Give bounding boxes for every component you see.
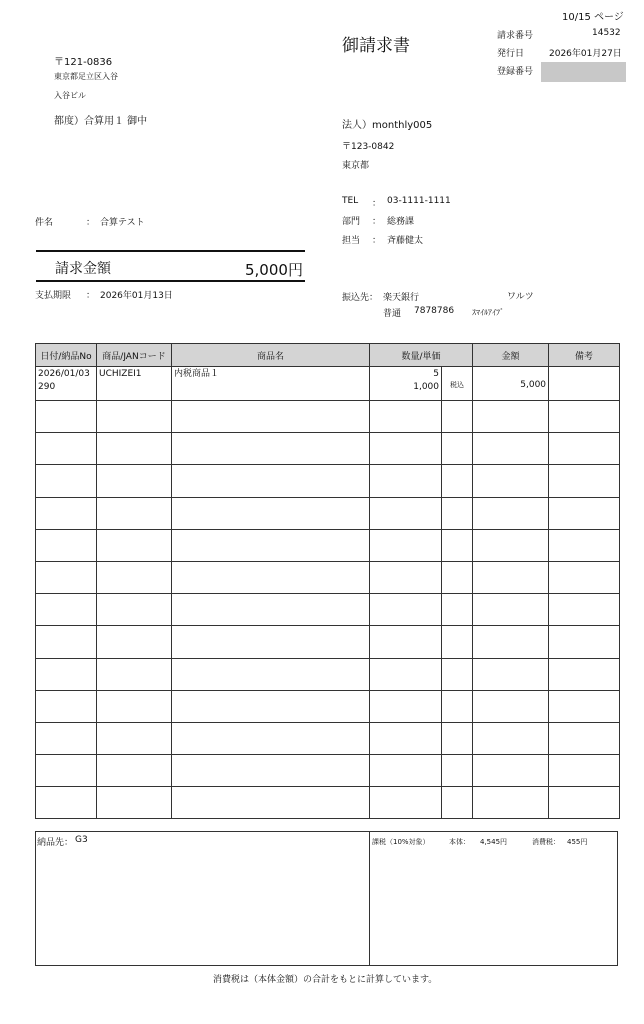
empty-cell [36, 497, 97, 529]
amount-top-rule [36, 250, 305, 252]
table-row [36, 658, 620, 690]
row-delivery-no: 290 [38, 382, 56, 392]
header-amount: 金額 [473, 344, 549, 367]
empty-cell [97, 497, 172, 529]
empty-cell [370, 497, 442, 529]
empty-cell [549, 465, 620, 497]
empty-cell [473, 722, 549, 754]
empty-cell [36, 561, 97, 593]
empty-cell [549, 529, 620, 561]
empty-cell [442, 497, 473, 529]
empty-cell [442, 401, 473, 433]
table-row [36, 787, 620, 819]
empty-cell [442, 529, 473, 561]
staff-value: 斉藤健太 [387, 236, 424, 246]
header-name: 商品名 [172, 344, 370, 367]
empty-cell [549, 401, 620, 433]
bank-label: 振込先： [342, 293, 379, 303]
empty-cell [97, 787, 172, 819]
table-row [36, 626, 620, 658]
base-amount-value: 4,545円 [480, 838, 508, 846]
recipient-postal: 〒121-0836 [54, 57, 113, 68]
empty-cell [172, 626, 370, 658]
empty-cell [473, 755, 549, 787]
empty-cell [442, 722, 473, 754]
tel-sep: ： [372, 199, 382, 209]
empty-cell [370, 658, 442, 690]
empty-cell [370, 561, 442, 593]
bank-name: 楽天銀行 [383, 293, 420, 303]
row-qty-cell [370, 367, 442, 401]
footer-box [35, 831, 618, 966]
empty-cell [36, 529, 97, 561]
row-tax-type: 税込 [450, 381, 464, 389]
empty-cell [172, 690, 370, 722]
empty-cell [97, 594, 172, 626]
empty-cell [36, 690, 97, 722]
empty-cell [36, 658, 97, 690]
empty-cell [370, 529, 442, 561]
empty-cell [549, 787, 620, 819]
empty-cell [172, 561, 370, 593]
empty-cell [442, 787, 473, 819]
empty-cell [549, 433, 620, 465]
empty-cell [442, 690, 473, 722]
row-name-cell [172, 367, 370, 401]
subject-label: 件名 [35, 218, 54, 228]
table-row [36, 594, 620, 626]
recipient-name: 都度）合算用１ 御中 [54, 116, 148, 127]
issue-date: 2026年01月27日 [549, 49, 622, 59]
dept-value: 総務課 [387, 217, 415, 227]
empty-cell [473, 594, 549, 626]
row-amount: 5,000 [520, 380, 547, 390]
empty-cell [172, 433, 370, 465]
empty-cell [370, 401, 442, 433]
base-amount-label: 本体： [449, 838, 470, 846]
header-date: 日付/納品No [36, 344, 97, 367]
row-date: 2026/01/03 [38, 369, 90, 379]
empty-cell [442, 433, 473, 465]
row-unit-price: 1,000 [413, 382, 439, 392]
empty-cell [172, 755, 370, 787]
issuer-postal: 〒123-0842 [342, 142, 395, 152]
registration-number-label: 登録番号 [497, 67, 534, 77]
empty-cell [36, 755, 97, 787]
empty-cell [473, 401, 549, 433]
empty-cell [172, 529, 370, 561]
empty-cell [97, 626, 172, 658]
row-name: 内税商品１ [174, 369, 220, 379]
invoice-number-label: 請求番号 [497, 31, 534, 41]
table-row [36, 755, 620, 787]
footer-divider [369, 832, 370, 965]
account-type: 普通 [383, 309, 402, 319]
table-row [36, 529, 620, 561]
table-row [36, 433, 620, 465]
empty-cell [442, 626, 473, 658]
empty-cell [172, 658, 370, 690]
registration-number-redacted [541, 62, 626, 82]
page-indicator: 10/15 ページ [562, 12, 624, 23]
empty-cell [97, 722, 172, 754]
empty-cell [97, 561, 172, 593]
empty-cell [172, 401, 370, 433]
table-header-row [36, 344, 620, 367]
table-row [36, 465, 620, 497]
amount-bottom-rule [36, 280, 305, 282]
row-code-cell [97, 367, 172, 401]
bank-branch: ワルツ [507, 292, 534, 302]
empty-cell [442, 658, 473, 690]
account-number: 7878786 [414, 306, 455, 316]
tel-label: TEL [342, 196, 359, 206]
empty-cell [97, 401, 172, 433]
empty-cell [473, 658, 549, 690]
empty-cell [473, 465, 549, 497]
recipient-address2: 入谷ビル [54, 91, 86, 100]
empty-cell [97, 690, 172, 722]
table-row [36, 401, 620, 433]
row-amount-cell [473, 367, 549, 401]
empty-cell [549, 626, 620, 658]
subject-value: 合算テスト [100, 218, 145, 228]
empty-cell [549, 594, 620, 626]
staff-label: 担当 [342, 236, 361, 246]
empty-cell [442, 561, 473, 593]
empty-cell [370, 626, 442, 658]
delivery-destination-value: G3 [75, 835, 88, 845]
empty-cell [473, 433, 549, 465]
empty-cell [36, 626, 97, 658]
empty-cell [172, 465, 370, 497]
empty-cell [36, 433, 97, 465]
empty-cell [172, 722, 370, 754]
row-note-cell [549, 367, 620, 401]
empty-cell [370, 755, 442, 787]
dept-sep: ： [372, 217, 382, 227]
due-label: 支払期限 [35, 291, 72, 301]
delivery-destination-label: 納品先： [37, 838, 74, 848]
header-note: 備考 [549, 344, 620, 367]
empty-cell [97, 658, 172, 690]
empty-cell [370, 465, 442, 497]
table-row [36, 722, 620, 754]
empty-cell [36, 594, 97, 626]
empty-cell [370, 690, 442, 722]
empty-cell [36, 401, 97, 433]
dept-label: 部門 [342, 217, 361, 227]
empty-cell [36, 722, 97, 754]
due-sep: ： [86, 291, 96, 301]
issue-date-label: 発行日 [497, 49, 525, 59]
empty-cell [36, 787, 97, 819]
table-row [36, 690, 620, 722]
tax-amount-label: 消費税： [532, 838, 560, 846]
empty-cell [473, 561, 549, 593]
empty-cell [370, 594, 442, 626]
empty-cell [97, 433, 172, 465]
empty-cell [549, 690, 620, 722]
due-date: 2026年01月13日 [100, 291, 173, 301]
subject-sep: ： [86, 218, 96, 228]
account-holder: ｽﾏｲﾙｱｲﾌﾞ [472, 308, 504, 317]
amount-label: 請求金額 [55, 261, 111, 277]
empty-cell [97, 755, 172, 787]
empty-cell [549, 658, 620, 690]
issuer-company: 法人）monthly005 [342, 120, 433, 131]
row-qty: 5 [433, 369, 439, 379]
staff-sep: ： [372, 236, 382, 246]
empty-cell [442, 465, 473, 497]
table-row [36, 497, 620, 529]
issuer-address: 東京都 [342, 161, 370, 171]
tel-value: 03-1111-1111 [387, 196, 451, 206]
empty-cell [172, 594, 370, 626]
table-row [36, 561, 620, 593]
items-table [35, 343, 620, 819]
tax-amount-value: 455円 [567, 838, 588, 846]
empty-cell [172, 787, 370, 819]
empty-cell [97, 465, 172, 497]
row-tax-cell [442, 367, 473, 401]
empty-cell [549, 722, 620, 754]
document-title: 御請求書 [342, 36, 410, 56]
table-row [36, 367, 620, 401]
row-date-cell [36, 367, 97, 401]
header-code: 商品/JANコード [97, 344, 172, 367]
empty-cell [549, 561, 620, 593]
empty-cell [370, 433, 442, 465]
empty-cell [97, 529, 172, 561]
empty-cell [172, 497, 370, 529]
empty-cell [442, 755, 473, 787]
empty-cell [549, 755, 620, 787]
recipient-address1: 東京都足立区入谷 [54, 72, 118, 81]
tax-calculation-note: 消費税は（本体金額）の合計をもとに計算しています。 [213, 975, 438, 985]
empty-cell [473, 787, 549, 819]
empty-cell [473, 497, 549, 529]
invoice-number: 14532 [592, 28, 621, 38]
amount-value: 5,000円 [245, 261, 303, 279]
empty-cell [36, 465, 97, 497]
empty-cell [370, 722, 442, 754]
empty-cell [370, 787, 442, 819]
empty-cell [473, 690, 549, 722]
empty-cell [473, 626, 549, 658]
empty-cell [473, 529, 549, 561]
empty-cell [549, 497, 620, 529]
tax-breakdown-label: 課税（10%対象） [372, 838, 430, 846]
row-code: UCHIZEI1 [99, 369, 142, 379]
empty-cell [442, 594, 473, 626]
header-qty-price: 数量/単価 [370, 344, 473, 367]
